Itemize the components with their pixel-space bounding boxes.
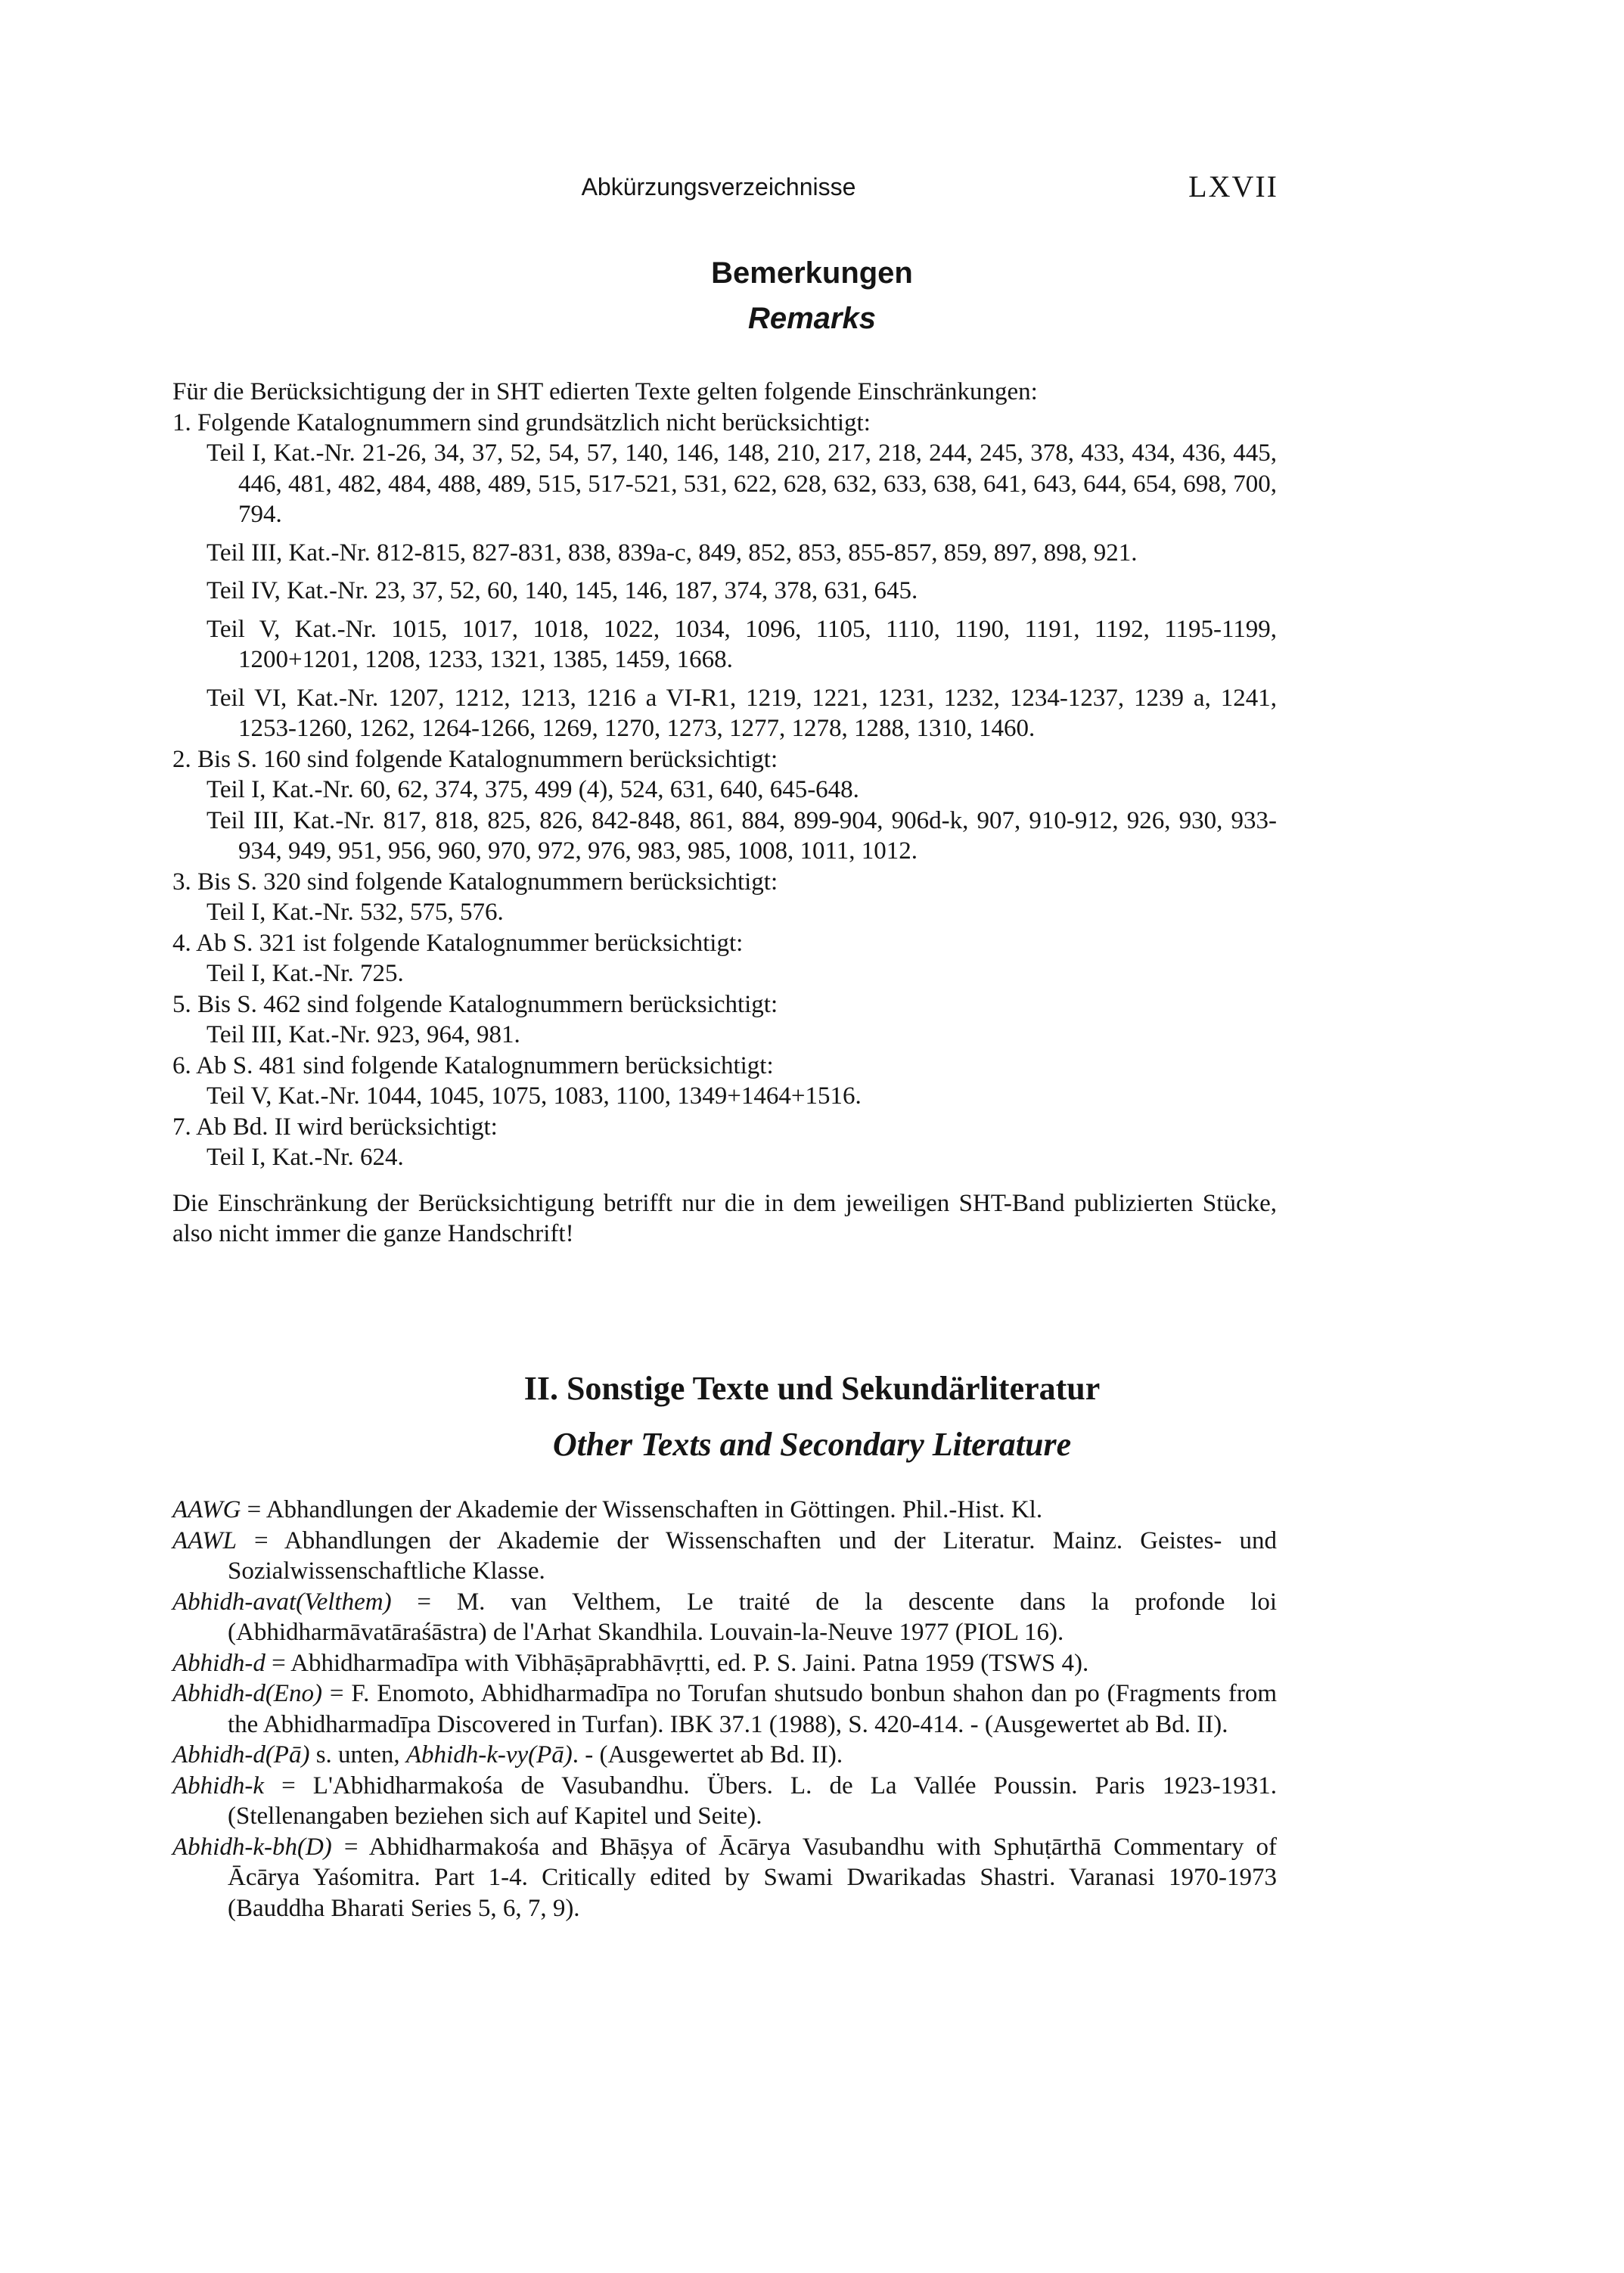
reference-entry — [172, 1678, 1277, 1740]
teil-line: Teil IV, Kat.-Nr. 23, 37, 52, 60, 140, 145, 146, 187, 374, 378, 631, 645. — [206, 577, 918, 604]
section-title-en: Remarks — [747, 302, 876, 335]
reference-text: M. van Velthem, Le traité de la descente dans la profonde loi (Abhidharmāvatāraśāstra) de l'Arhat Skandhila. Louvain-la-Neuve 1977 (PIOL 16). — [228, 1588, 1277, 1646]
reference-text: Abhandlungen der Akademie der Wissenschaften und der Literatur. Mainz. Geistes- und Sozialwissenschaftliche Klasse. — [228, 1526, 1277, 1585]
reference-entry — [172, 1495, 1277, 1526]
reference-separator: = — [265, 1649, 291, 1677]
teil-line: Teil III, Kat.-Nr. 812-815, 827-831, 838, 839a-c, 849, 852, 853, 855-857, 859, 897, 898, 921. — [206, 539, 1138, 567]
teil-line: Teil V, Kat.-Nr. 1044, 1045, 1075, 1083, 1100, 1349+1464+1516. — [206, 1082, 862, 1110]
restriction-heading: 1. Folgende Katalognummern sind grundsätzlich nicht berücksichtigt: — [172, 408, 871, 436]
reference-entry — [172, 1587, 1277, 1648]
closing-note: Die Einschränkung der Berücksichtigung betrifft nur die in dem jeweiligen SHT-Band publizierten Stücke, also nicht immer die ganze Handschrift! — [172, 1189, 1277, 1247]
section2-title-en: Other Texts and Secondary Literature — [552, 1426, 1072, 1463]
section-title-de: Bemerkungen — [711, 256, 913, 290]
reference-abbreviation: AAWG — [172, 1496, 241, 1523]
reference-abbreviation: Abhidh-d(Pā) — [172, 1741, 310, 1768]
teil-line: Teil I, Kat.-Nr. 725. — [206, 960, 404, 987]
reference-separator: = — [331, 1833, 369, 1861]
teil-line: Teil I, Kat.-Nr. 60, 62, 374, 375, 499 (4), 524, 631, 640, 645-648. — [206, 776, 859, 803]
reference-text: Abhandlungen der Akademie der Wissenschaften in Göttingen. Phil.-Hist. Kl. — [265, 1496, 1043, 1523]
reference-separator: = — [241, 1496, 266, 1523]
running-title: Abkürzungsverzeichnisse — [581, 173, 856, 200]
restriction-item — [172, 928, 1277, 989]
restriction-heading: 4. Ab S. 321 ist folgende Katalognummer berücksichtigt: — [172, 929, 744, 957]
teil-line: Teil I, Kat.-Nr. 532, 575, 576. — [206, 899, 504, 926]
reference-text: Abhidharmakośa and Bhāṣya of Ācārya Vasubandhu with Sphuṭārthā Commentary of Ācārya Yaśomitra. Part 1-4. Critically edited by Swami Dwarikadas Shastri. Varanasi 1970-1973 (Bauddha Bharati Series 5, 6, 7, 9). — [228, 1833, 1277, 1922]
remarks-body — [172, 377, 1277, 1250]
reference-list — [172, 1495, 1277, 1924]
reference-abbreviation: Abhidh-d — [172, 1649, 265, 1677]
teil-line: Teil III, Kat.-Nr. 923, 964, 981. — [206, 1021, 520, 1048]
reference-entry — [172, 1648, 1277, 1679]
reference-entry — [172, 1771, 1277, 1832]
reference-text: L'Abhidharmakośa de Vasubandhu. Übers. L. de La Vallée Poussin. Paris 1923-1931. (Stellenangaben beziehen sich auf Kapitel und Seite). — [228, 1772, 1277, 1830]
restriction-heading: 5. Bis S. 462 sind folgende Katalognummern berücksichtigt: — [172, 990, 778, 1018]
section2-title-de: II. Sonstige Texte und Sekundärliteratur — [523, 1370, 1101, 1407]
reference-text-continued: . - (Ausgewertet ab Bd. II). — [572, 1741, 843, 1768]
restriction-heading: 3. Bis S. 320 sind folgende Katalognummern berücksichtigt: — [172, 868, 778, 896]
restriction-list — [172, 408, 1277, 1173]
restriction-item — [172, 1051, 1277, 1112]
reference-text: F. Enomoto, Abhidharmadīpa no Torufan shutsudo bonbun shahon dan po (Fragments from the Abhidharmadīpa Discovered in Turfan). IBK 37.1 (1988), S. 420-414. - (Ausgewertet ab Bd. II). — [228, 1680, 1277, 1738]
reference-separator — [309, 1741, 315, 1768]
teil-line: Teil I, Kat.-Nr. 21-26, 34, 37, 52, 54, 57, 140, 146, 148, 210, 217, 218, 244, 245, 378, 433, 434, 436, 445, 446, 481, 482, 484, 488, 489, 515, 517-521, 531, 622, 628, 632, 633, 638, 641, 643, 644, 654, 698, 700, 794. — [206, 439, 1277, 528]
restriction-item — [172, 867, 1277, 928]
teil-line: Teil I, Kat.-Nr. 624. — [206, 1144, 404, 1171]
restriction-heading: 6. Ab S. 481 sind folgende Katalognummern berücksichtigt: — [172, 1051, 774, 1079]
restriction-item — [172, 989, 1277, 1051]
reference-separator: = — [321, 1680, 352, 1707]
reference-entry — [172, 1526, 1277, 1587]
reference-text: Abhidharmadīpa with Vibhāṣāprabhāvṛtti, ed. P. S. Jaini. Patna 1959 (TSWS 4). — [290, 1649, 1089, 1677]
restriction-heading: 2. Bis S. 160 sind folgende Katalognummern berücksichtigt: — [172, 745, 778, 773]
page-number: LXVII — [1188, 169, 1278, 203]
reference-abbreviation: Abhidh-k — [172, 1772, 264, 1799]
reference-separator: = — [263, 1772, 313, 1799]
running-header — [0, 168, 1624, 213]
reference-abbreviation: AAWL — [172, 1526, 237, 1554]
restriction-item — [172, 408, 1277, 744]
restriction-item — [172, 744, 1277, 867]
teil-line: Teil III, Kat.-Nr. 817, 818, 825, 826, 842-848, 861, 884, 899-904, 906d-k, 907, 910-912, 926, 930, 933-934, 949, 951, 956, 960, 970, 972, 976, 983, 985, 1008, 1011, 1012. — [206, 806, 1277, 865]
reference-abbreviation: Abhidh-d(Eno) — [172, 1680, 322, 1707]
reference-abbreviation: Abhidh-k-bh(D) — [172, 1833, 332, 1861]
reference-entry — [172, 1832, 1277, 1924]
intro-paragraph: Für die Berücksichtigung der in SHT edierten Texte gelten folgende Einschränkungen: — [172, 378, 1038, 405]
reference-text: s. unten, — [315, 1741, 400, 1768]
reference-abbreviation: Abhidh-avat(Velthem) — [172, 1588, 392, 1616]
reference-entry — [172, 1740, 1277, 1771]
reference-separator: = — [391, 1588, 457, 1616]
reference-cross-abbreviation: Abhidh-k-vy(Pā) — [405, 1741, 573, 1768]
restriction-heading: 7. Ab Bd. II wird berücksichtigt: — [172, 1113, 498, 1141]
reference-separator: = — [236, 1526, 284, 1554]
teil-line: Teil VI, Kat.-Nr. 1207, 1212, 1213, 1216 a VI-R1, 1219, 1221, 1231, 1232, 1234-1237, 1239 a, 1241, 1253-1260, 1262, 1264-1266, 1269, 1270, 1273, 1277, 1278, 1288, 1310, 1460. — [206, 684, 1277, 742]
teil-line: Teil V, Kat.-Nr. 1015, 1017, 1018, 1022, 1034, 1096, 1105, 1110, 1190, 1191, 1192, 1195-1199, 1200+1201, 1208, 1233, 1321, 1385, 1459, 1668. — [206, 615, 1277, 673]
restriction-item — [172, 1112, 1277, 1173]
